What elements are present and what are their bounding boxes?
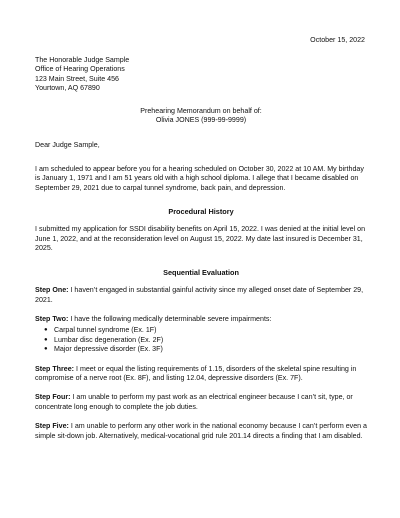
step-five-paragraph <box>35 422 367 441</box>
procedural-history-paragraph: I submitted my application for SSDI disability benefits on April 15, 2022. I was denied at the initial level on June 1, 2022, and at the reconsideration level on August 15, 2022. My date last insured is December 31, 2025. <box>35 225 366 253</box>
impairment-list <box>35 326 367 354</box>
step-two-paragraph <box>35 315 367 324</box>
list-item: ● Carpal tunnel syndrome (Ex. 1F) <box>44 326 157 335</box>
memo-title-line1: Prehearing Memorandum on behalf of: <box>140 106 262 115</box>
recipient-address <box>35 56 367 94</box>
bullet-icon: ● <box>44 346 48 353</box>
sequential-evaluation-heading: Sequential Evaluation <box>163 267 239 277</box>
address-line: 123 Main Street, Suite 456 <box>35 74 119 83</box>
step-one-text: I haven’t engaged in substantial gainful activity since my alleged onset date of September 29, 2021. <box>35 286 364 304</box>
step-four-paragraph <box>35 393 367 412</box>
step-one-paragraph <box>35 286 367 305</box>
letter-date: October 15, 2022 <box>310 36 365 44</box>
address-line: Office of Hearing Operations <box>35 65 125 74</box>
list-item: ● Lumbar disc degeneration (Ex. 2F) <box>44 335 164 344</box>
step-three-text: I meet or equal the listing requirements of 1.15, disorders of the skeletal spine resulting in compromise of a nerve root (Ex. 8F), and listing 12.04, depressive disorders (Ex. 7F). <box>35 364 357 382</box>
salutation: Dear Judge Sample, <box>35 141 100 150</box>
intro-paragraph: I am scheduled to appear before you for a hearing scheduled on October 30, 2022 at 10 AM. My birthday is January 1, 1971 and I am 51 years old with a high school diploma. I allege that I became disabled on September 29, 2021 due to carpal tunnel syndrome, back pain, and depression. <box>35 164 364 192</box>
bullet-icon: ● <box>44 327 48 334</box>
letter-body <box>35 56 367 441</box>
step-five-label: Step Five: <box>35 422 69 431</box>
step-three-label: Step Three: <box>35 364 75 373</box>
step-one-label: Step One: <box>35 286 69 295</box>
step-three-paragraph <box>35 365 367 384</box>
list-item: ● Major depressive disorder (Ex. 3F) <box>44 345 163 354</box>
bullet-icon: ● <box>44 336 48 343</box>
step-two-label: Step Two: <box>35 314 69 323</box>
sequential-steps <box>35 286 367 441</box>
step-five-text: I am unable to perform any other work in the national economy because I can’t perform even a simple sit-down job. Alternatively, medical-vocational grid rule 201.14 directs a finding that I am disabled. <box>35 422 368 440</box>
step-four-label: Step Four: <box>35 393 71 402</box>
procedural-history-heading: Procedural History <box>168 207 234 217</box>
memo-title <box>35 107 367 126</box>
address-line: The Honorable Judge Sample <box>35 56 130 64</box>
address-line: Yourtown, AQ 67890 <box>35 84 100 93</box>
memo-title-line2: Olivia JONES (999-99-9999) <box>155 116 247 125</box>
step-two-text: I have the following medically determinable severe impairments: <box>68 314 272 323</box>
step-four-text: I am unable to perform my past work as an electrical engineer because I can’t sit, type, or concentrate long enough to complete the job duties. <box>35 393 353 411</box>
